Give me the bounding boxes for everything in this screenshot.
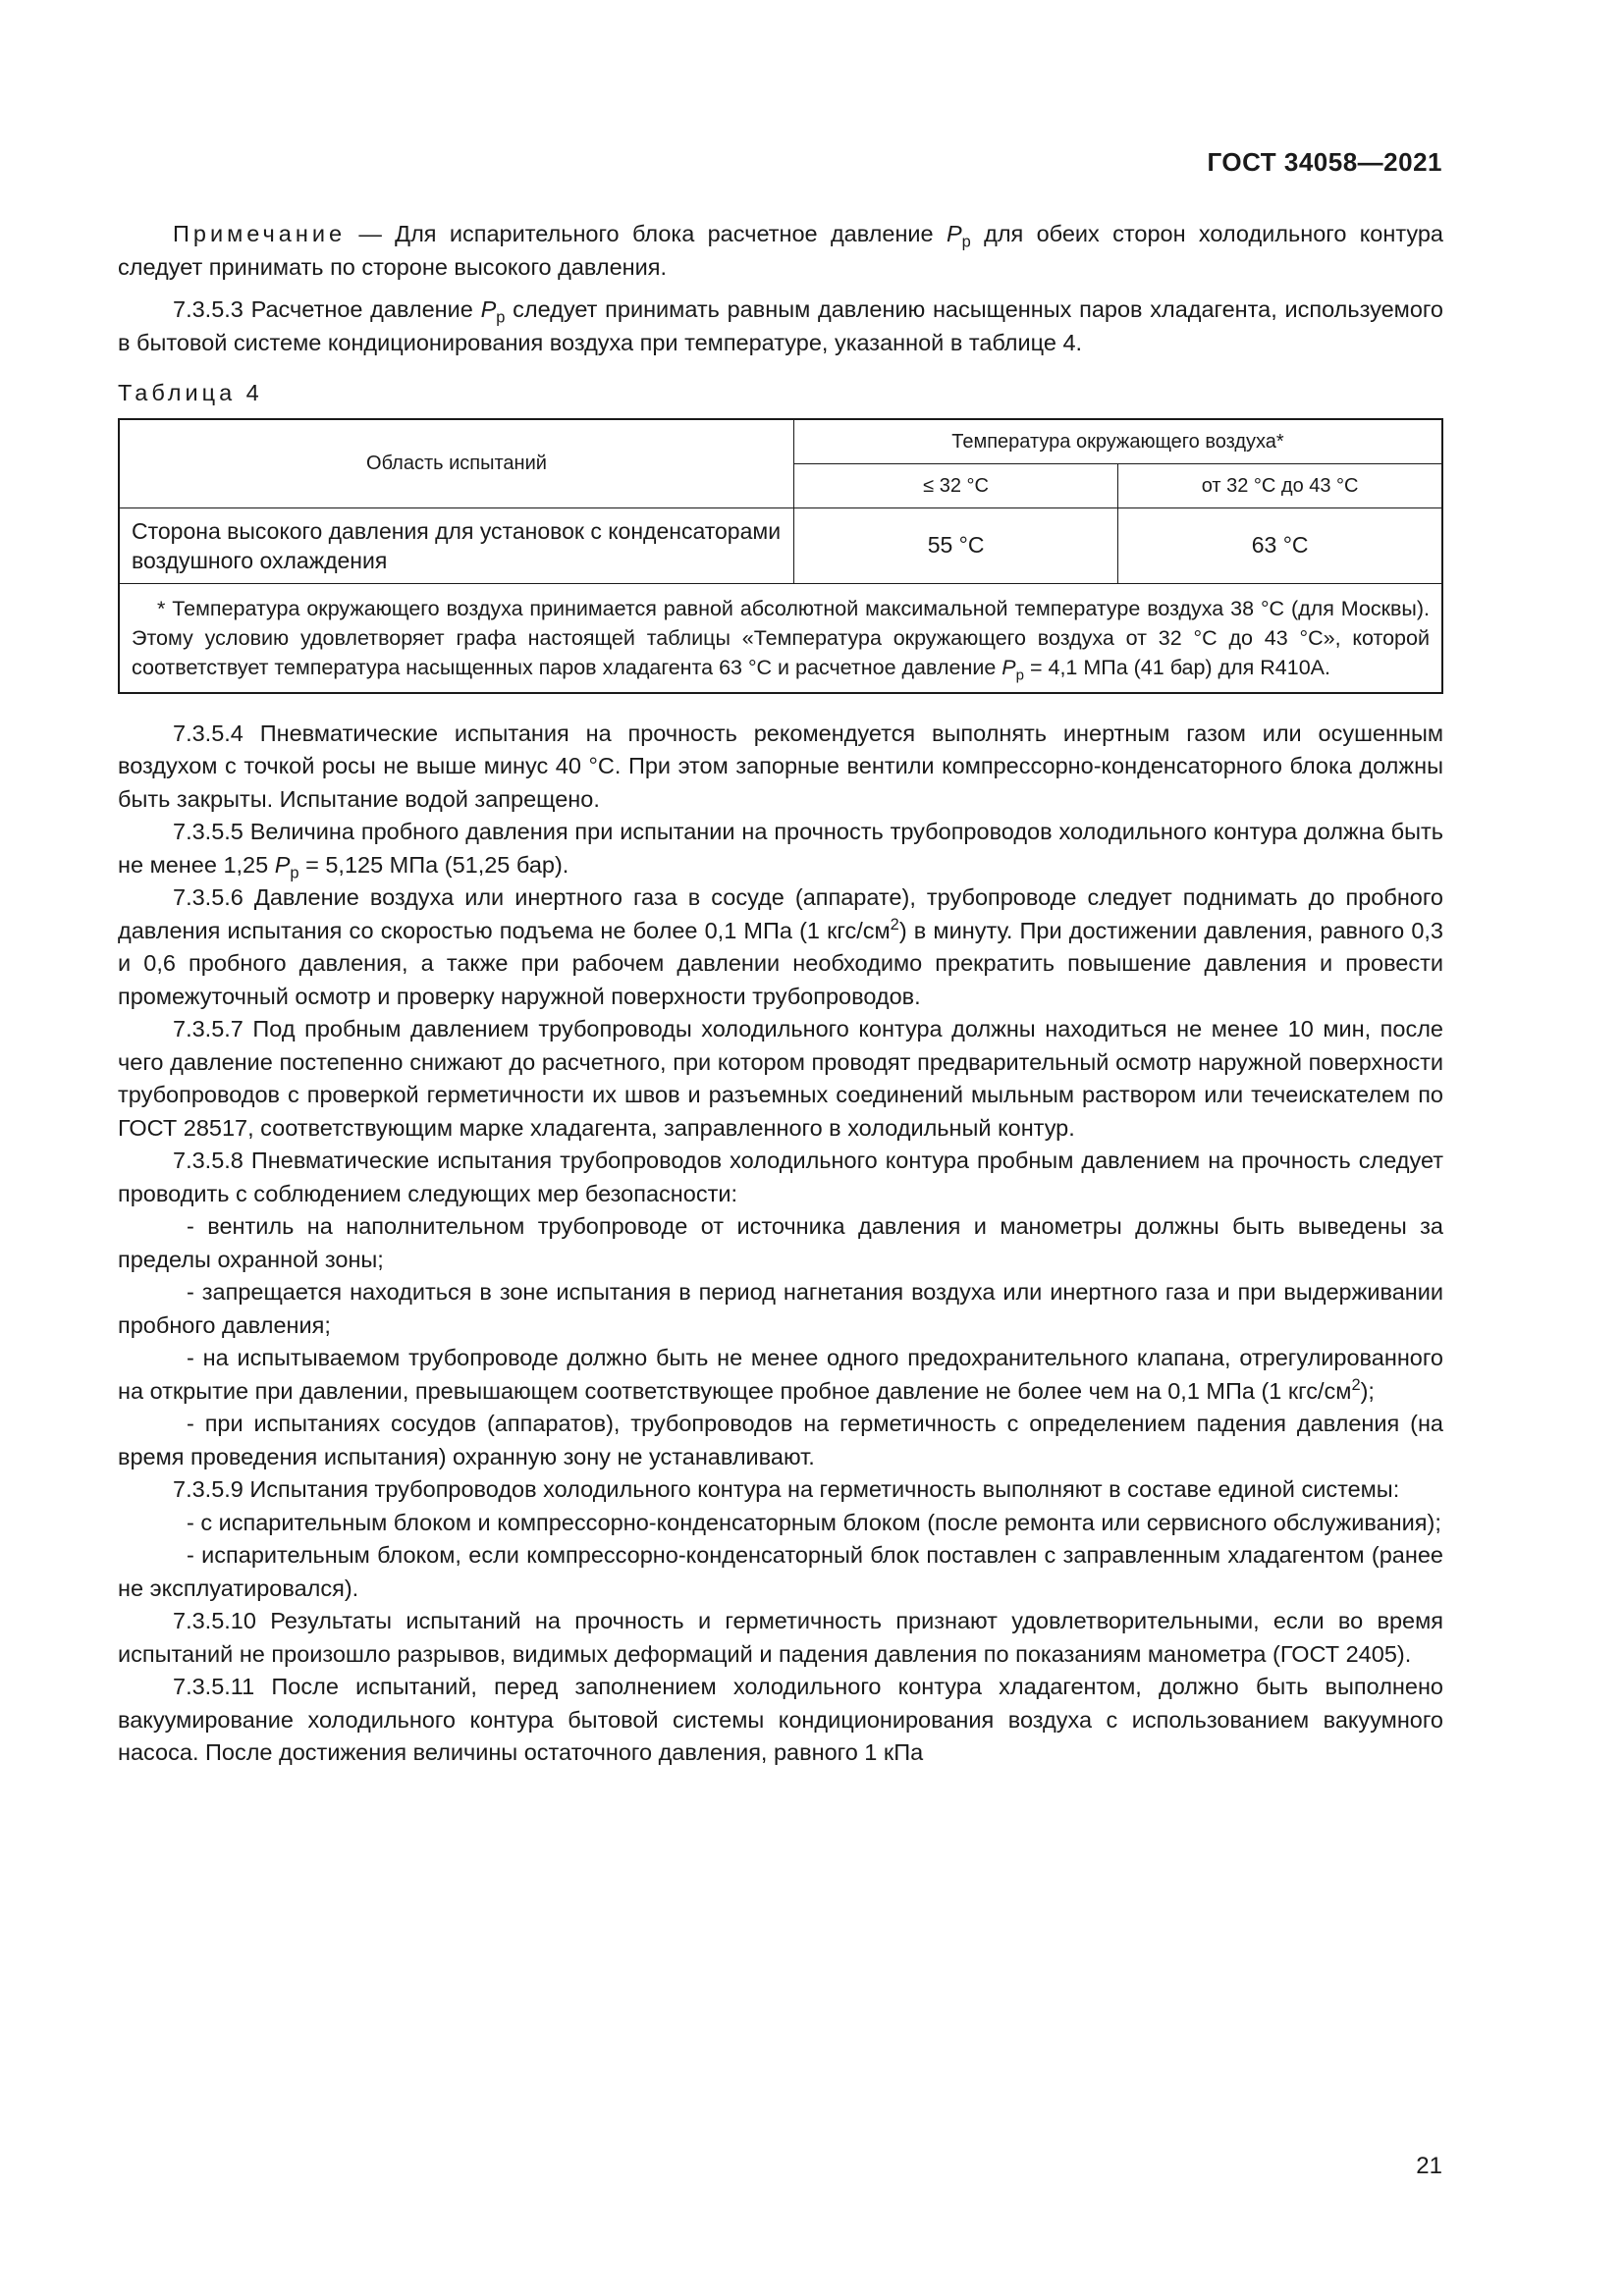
row-value-63: 63 °C (1118, 507, 1442, 583)
page-content (118, 218, 1443, 1770)
subheader-le-32: ≤ 32 °C (793, 463, 1117, 507)
table-4 (118, 418, 1443, 694)
page-number: 21 (1416, 2153, 1442, 2179)
note-label: Примечание (173, 221, 347, 246)
table-row (119, 507, 1442, 583)
list-item: - с испарительным блоком и компрессорно-конденсаторным блоком (после ремонта или сервисного обслуживания); (187, 1509, 1441, 1535)
document-code-header: ГОСТ 34058—2021 (1207, 147, 1442, 177)
paragraph-7-3-5-3: 7.3.5.3 Расчетное давление $P_р$ следует принимать равным давлению насыщенных паров хладагента, используемого в бытовой системе кондиционирования воздуха при температуре, указанной в таблице 4. (118, 296, 1444, 355)
row-label-high-pressure-side: Сторона высокого давления для установок с конденсаторами воздушного охлаждения (119, 507, 793, 583)
list-item: - запрещается находиться в зоне испытания в период нагнетания воздуха или инертного газа и при выдерживании пробного давления; (118, 1279, 1443, 1338)
row-value-55: 55 °C (793, 507, 1117, 583)
paragraph-7-3-5-4: 7.3.5.4 Пневматические испытания на прочность рекомендуется выполнять инертным газом или осушенным воздухом с точкой росы не выше минус 40 °C. При этом запорные вентили компрессорно-конденсаторного блока должны быть закрыты. Испытание водой запрещено. (118, 720, 1443, 812)
paragraph-7-3-5-11: 7.3.5.11 После испытаний, перед заполнением холодильного контура хладагентом, должно быть выполнено вакуумирование холодильного контура бытовой системы кондиционирования воздуха с использованием вакуумного насоса. После достижения величины остаточного давления, равного 1 кПа (118, 1674, 1443, 1765)
paragraph-7-3-5-6: 7.3.5.6 Давление воздуха или инертного газа в сосуде (аппарате), трубопроводе следует поднимать до пробного давления испытания со скоростью подъема не более 0,1 МПа (1 кгс/$см^2$) в минуту. При достижении давления, равного 0,3 и 0,6 пробного давления, а также при рабочем давлении необходимо прекратить повышение давления и провести промежуточный осмотр и проверку наружной поверхности трубопроводов. (118, 884, 1443, 1009)
paragraph-7-3-5-9: 7.3.5.9 Испытания трубопроводов холодильного контура на герметичность выполняют в составе единой системы: (173, 1476, 1400, 1502)
list-item: - испарительным блоком, если компрессорно-конденсаторный блок поставлен с заправленным хладагентом (ранее не эксплуатировался). (118, 1542, 1443, 1601)
list-item: - при испытаниях сосудов (аппаратов), трубопроводов на герметичность с определением падения давления (на время проведения испытания) охранную зону не устанавливают. (118, 1411, 1443, 1469)
table-caption: Таблица 4 (118, 380, 263, 405)
paragraph-7-3-5-7: 7.3.5.7 Под пробным давлением трубопроводы холодильного контура должны находиться не менее 10 мин, после чего давление постепенно снижают до расчетного, при котором проводят предварительный осмотр наружной поверхности трубопроводов с проверкой герметичности их швов и разъемных соединений мыльным раствором или течеискателем по ГОСТ 28517, соответствующим марке хладагента, заправленного в холодильный контур. (118, 1016, 1443, 1141)
paragraph-7-3-5-5: 7.3.5.5 Величина пробного давления при испытании на прочность трубопроводов холодильного контура должна быть не менее 1,25 $P_р = 5,125$ МПа (51,25 бар). (118, 819, 1443, 882)
list-item: - на испытываемом трубопроводе должно быть не менее одного предохранительного клапана, отрегулированного на открытие при давлении, превышающем соответствующее пробное давление не более чем на 0,1 МПа (1 кгс/$см^2$); (118, 1345, 1443, 1404)
table-header-row (119, 419, 1442, 464)
list-item: - вентиль на наполнительном трубопроводе от источника давления и манометры должны быть выведены за пределы охранной зоны; (118, 1213, 1443, 1272)
header-test-area: Область испытаний (119, 419, 793, 508)
paragraph-7-3-5-8: 7.3.5.8 Пневматические испытания трубопроводов холодильного контура пробным давлением на прочность следует проводить с соблюдением следующих мер безопасности: (118, 1148, 1443, 1206)
header-ambient-temperature: Температура окружающего воздуха* (793, 419, 1442, 464)
table-footnote: * Температура окружающего воздуха принимается равной абсолютной максимальной температуре воздуха 38 °C (для Москвы). Этому условию удовлетворяет графа настоящей таблицы «Температура окружающего воздуха от 32 °C до 43 °C», которой соответствует температура насыщенных паров хладагента 63 °C и расчетное давление $P_р = 4,1$ МПа (41 бар) для R410A. (119, 583, 1442, 693)
subheader-32-to-43: от 32 °C до 43 °C (1118, 463, 1442, 507)
table-footnote-row (119, 583, 1442, 693)
paragraph-7-3-5-10: 7.3.5.10 Результаты испытаний на прочность и герметичность признают удовлетворительными, если во время испытаний не произошло разрывов, видимых деформаций и падения давления по показаниям манометра (ГОСТ 2405). (118, 1608, 1443, 1667)
note-paragraph: Примечание — Для испарительного блока расчетное давление $P_р$ для обеих сторон холодильного контура следует принимать по стороне высокого давления. (118, 221, 1443, 280)
